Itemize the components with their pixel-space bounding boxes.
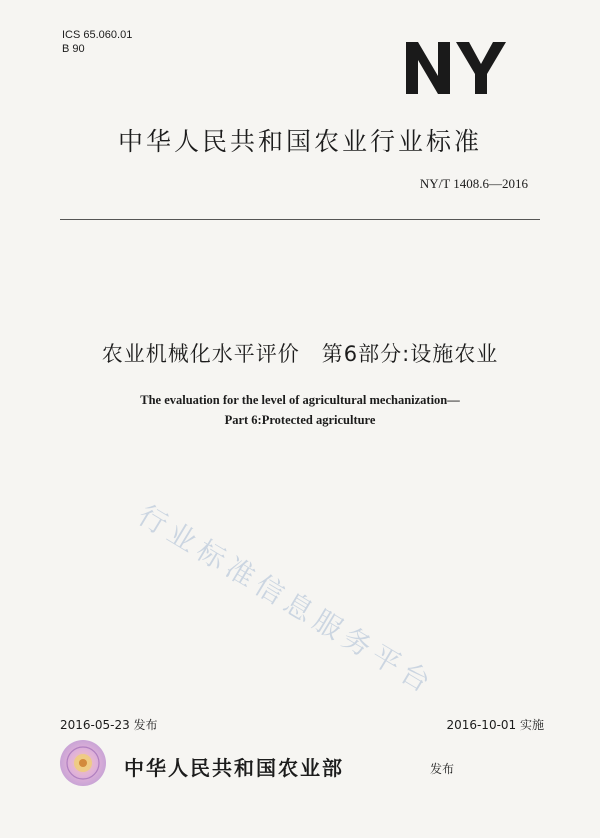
watermark: 行业标准信息服务平台 (132, 498, 441, 702)
header-divider (60, 219, 540, 220)
issuer-suffix: 发布 (430, 762, 455, 776)
publish-date: 2016-05-23 发布 (60, 718, 158, 732)
standard-category-title: 中华人民共和国农业行业标准 (117, 127, 482, 156)
chinese-title: 农业机械化水平评价 第6部分:设施农业 (101, 342, 499, 366)
classification-codes (62, 28, 132, 56)
english-title-line2: Part 6:Protected agriculture (224, 413, 376, 427)
issuing-authority: 中华人民共和国农业部 (124, 756, 344, 780)
ny-logo (404, 40, 508, 96)
implement-date: 2016-10-01 实施 (446, 718, 544, 732)
english-title (0, 390, 600, 430)
ics-code: ICS 65.060.01 (62, 29, 133, 41)
ministry-seal-icon (58, 738, 108, 788)
english-title-line1: The evaluation for the level of agricultural mechanization— (140, 393, 460, 407)
standard-number: NY/T 1408.6—2016 (419, 176, 528, 191)
ccs-code: B 90 (62, 43, 85, 55)
